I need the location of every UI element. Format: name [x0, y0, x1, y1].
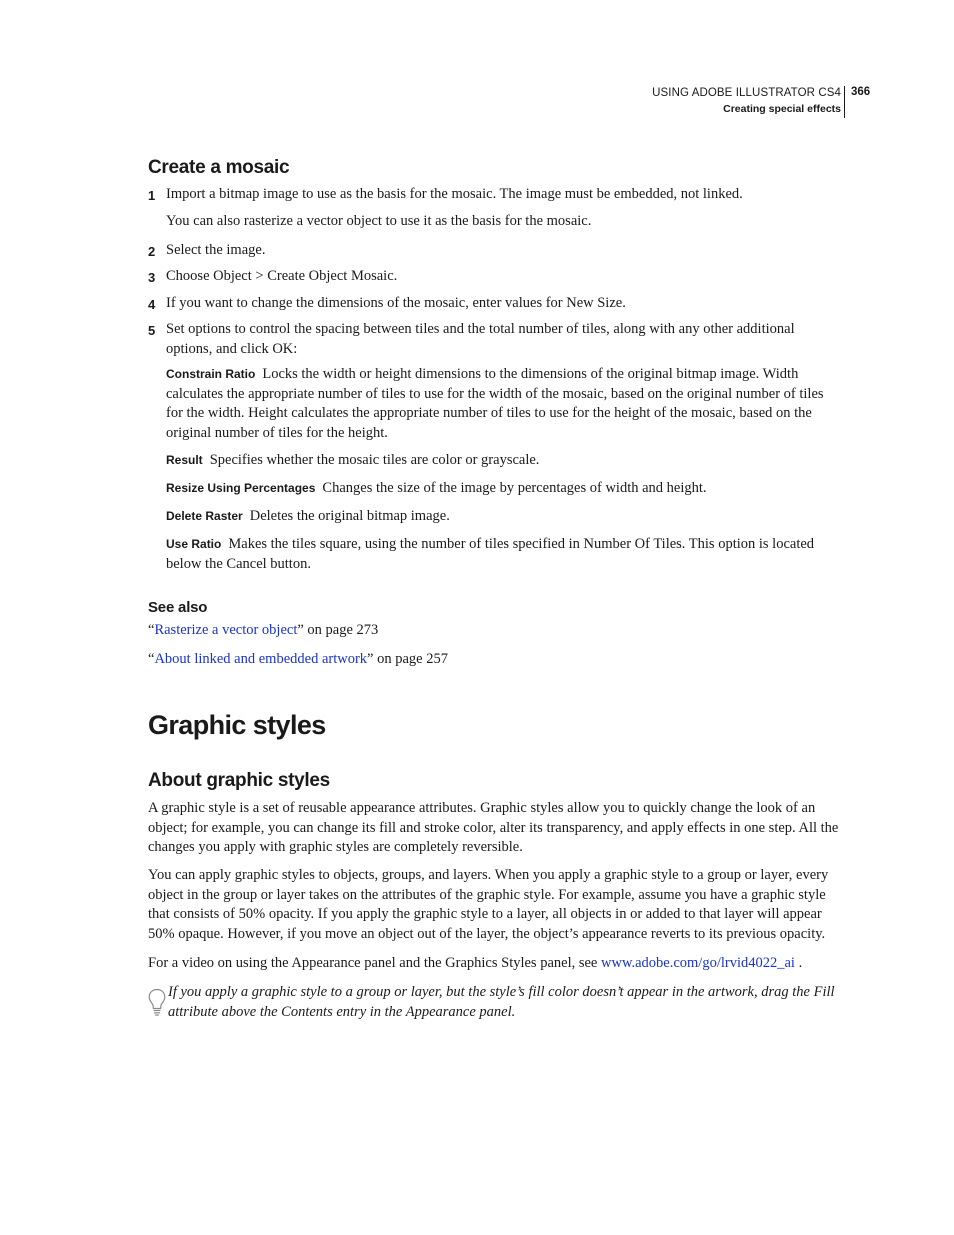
link-rasterize-vector-object[interactable]: Rasterize a vector object — [154, 622, 298, 638]
tip-text: If you apply a graphic style to a group or layer, but the style’s fill color doesn’t appear in the artwork, drag the Fill attribute above the Contents entry in the Appearance panel. — [168, 984, 835, 1020]
option-term: Delete Raster — [166, 509, 243, 523]
paragraph-text: . — [794, 955, 803, 971]
page-reference: ” on page 257 — [367, 651, 448, 667]
see-also-heading: See also — [148, 599, 208, 616]
option-description: Deletes the original bitmap image. — [249, 508, 450, 524]
lightbulb-icon — [148, 988, 166, 1023]
see-also-item — [148, 621, 378, 641]
paragraph-video — [148, 954, 843, 974]
quote-open: “ — [148, 651, 155, 667]
option-result — [166, 451, 841, 471]
chapter-heading-graphic-styles: Graphic styles — [148, 710, 326, 740]
section-heading-create-mosaic: Create a mosaic — [148, 157, 290, 178]
option-term: Use Ratio — [166, 537, 222, 551]
paragraph: A graphic style is a set of reusable appearance attributes. Graphic styles allow you to quickly change the look of an object; for example, you can change its fill and stroke color, alter its transparency, and apply effects in one step. All the changes you apply with graphic styles are completely reversible. — [148, 800, 839, 856]
header-divider — [844, 86, 845, 118]
option-description: Specifies whether the mosaic tiles are color or grayscale. — [209, 452, 540, 468]
page-number: 366 — [851, 86, 871, 98]
step-number: 3 — [148, 270, 156, 285]
running-header-title: USING ADOBE ILLUSTRATOR CS4 — [652, 87, 841, 99]
step-3 — [148, 267, 848, 287]
step-text: Select the image. — [166, 242, 266, 258]
step-2 — [148, 241, 848, 261]
option-constrain-ratio — [166, 365, 841, 443]
option-description: Makes the tiles square, using the number of tiles specified in Number Of Tiles. This option is located below the Cancel button. — [166, 536, 815, 572]
step-number: 2 — [148, 244, 156, 259]
section-heading-about-graphic-styles: About graphic styles — [148, 770, 330, 791]
step-4 — [148, 294, 848, 314]
step-5 — [148, 320, 838, 359]
step-text: If you want to change the dimensions of the mosaic, enter values for New Size. — [166, 295, 626, 311]
running-header-subtitle: Creating special effects — [723, 103, 841, 115]
see-also-item — [148, 650, 448, 670]
option-delete-raster — [166, 507, 841, 527]
page-reference: ” on page 273 — [297, 622, 379, 638]
step-text: Import a bitmap image to use as the basis for the mosaic. The image must be embedded, not linked. — [166, 186, 743, 202]
paragraph-text: For a video on using the Appearance panel and the Graphics Styles panel, see — [148, 955, 601, 971]
step-1 — [148, 185, 848, 205]
link-linked-embedded-artwork[interactable]: About linked and embedded artwork — [154, 651, 368, 667]
option-resize-using-percentages — [166, 479, 841, 499]
option-term: Result — [166, 453, 203, 467]
paragraph: You can apply graphic styles to objects, groups, and layers. When you apply a graphic style to a group or layer, every object in the group or layer takes on the attributes of the graphic style. For example, assume you have a graphic style that consists of 50% opacity. If you apply the graphic style to a layer, all objects in or added to that layer will appear 50% opaque. However, if you move an object out of the layer, the object’s appearance reverts to its previous opacity. — [148, 867, 829, 942]
option-term: Constrain Ratio — [166, 367, 256, 381]
option-description: Locks the width or height dimensions to the dimensions of the original bitmap image. Width calculates the appropriate number of tiles to use for the width of the mosaic, based on the original number of tiles for the width. Height calculates the appropriate number of tiles to use for the height of the mosaic, based on the original number of tiles for the height. — [166, 366, 824, 441]
option-description: Changes the size of the image by percentages of width and height. — [322, 480, 707, 496]
step-number: 4 — [148, 297, 156, 312]
step-text: Set options to control the spacing between tiles and the total number of tiles, along with any other additional options, and click OK: — [166, 321, 795, 357]
option-use-ratio — [166, 535, 841, 574]
step-number: 5 — [148, 323, 156, 338]
step-text: Choose Object > Create Object Mosaic. — [166, 268, 398, 284]
link-video-lrvid4022[interactable]: www.adobe.com/go/lrvid4022_ai — [601, 955, 795, 971]
step-number: 1 — [148, 188, 156, 203]
quote-open: “ — [148, 622, 155, 638]
option-term: Resize Using Percentages — [166, 481, 316, 495]
step-1-note: You can also rasterize a vector object to use it as the basis for the mosaic. — [166, 213, 592, 229]
